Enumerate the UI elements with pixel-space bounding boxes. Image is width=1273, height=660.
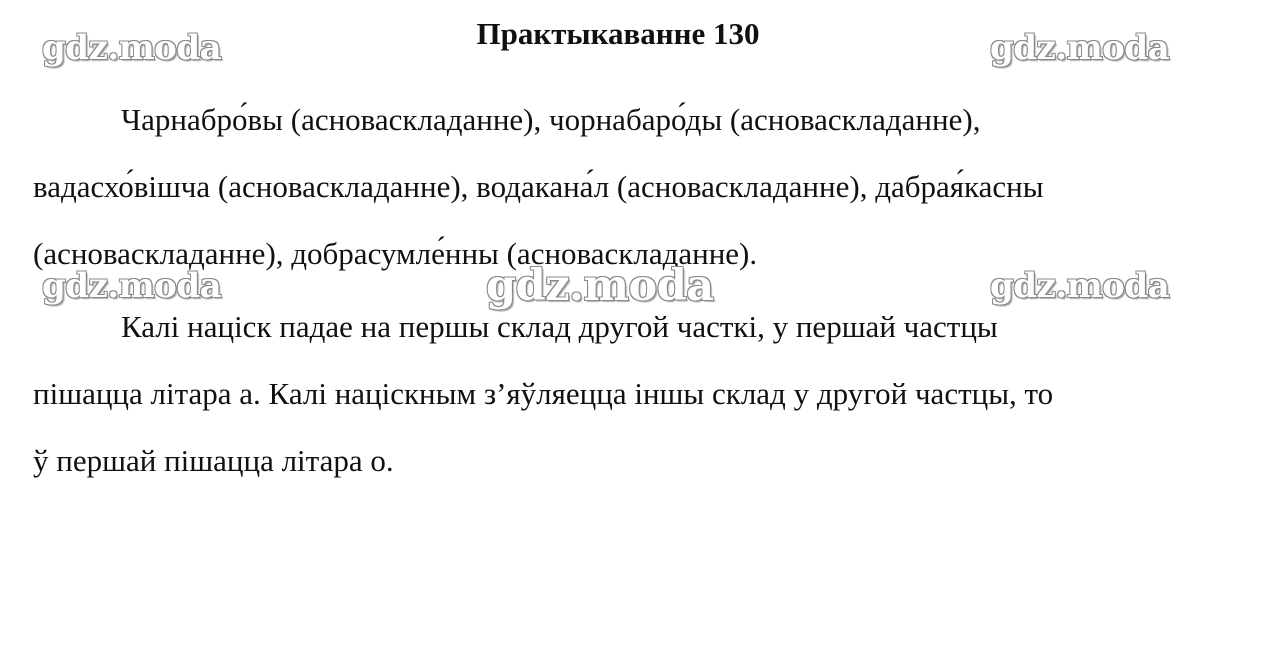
paragraph-2-line-1: Калі націск падае на першы склад другой часткі, у першай частцы (121, 309, 998, 344)
answer-paragraph-1 (33, 86, 1223, 287)
watermark-middle-left: gdz.moda (42, 266, 222, 306)
watermark-middle-center: gdz.moda (486, 261, 714, 311)
paragraph-1-line-2: вадасхо́вішча (асноваскладанне), водакана́л (асноваскладанне), дабрая́касны (33, 169, 1044, 204)
paragraph-2-line-2: пішацца літара а. Калі націскным з’яўляецца іншы склад у другой частцы, то (33, 376, 1054, 411)
watermark-middle-right: gdz.moda (990, 266, 1170, 306)
paragraph-1-line-1: Чарнабро́вы (асноваскладанне), чорнабаро́ды (асноваскладанне), (121, 102, 981, 137)
paragraph-2-line-3: ў першай пішацца літара о. (33, 443, 394, 478)
explanation-paragraph (33, 293, 1223, 494)
paragraph-1-line-3: (асноваскладанне), добрасумле́нны (асноваскладанне). (33, 236, 758, 271)
watermark-top-right: gdz.moda (990, 28, 1170, 68)
watermark-top-left: gdz.moda (42, 28, 222, 68)
page-title: Практыкаванне 130 (476, 16, 760, 51)
